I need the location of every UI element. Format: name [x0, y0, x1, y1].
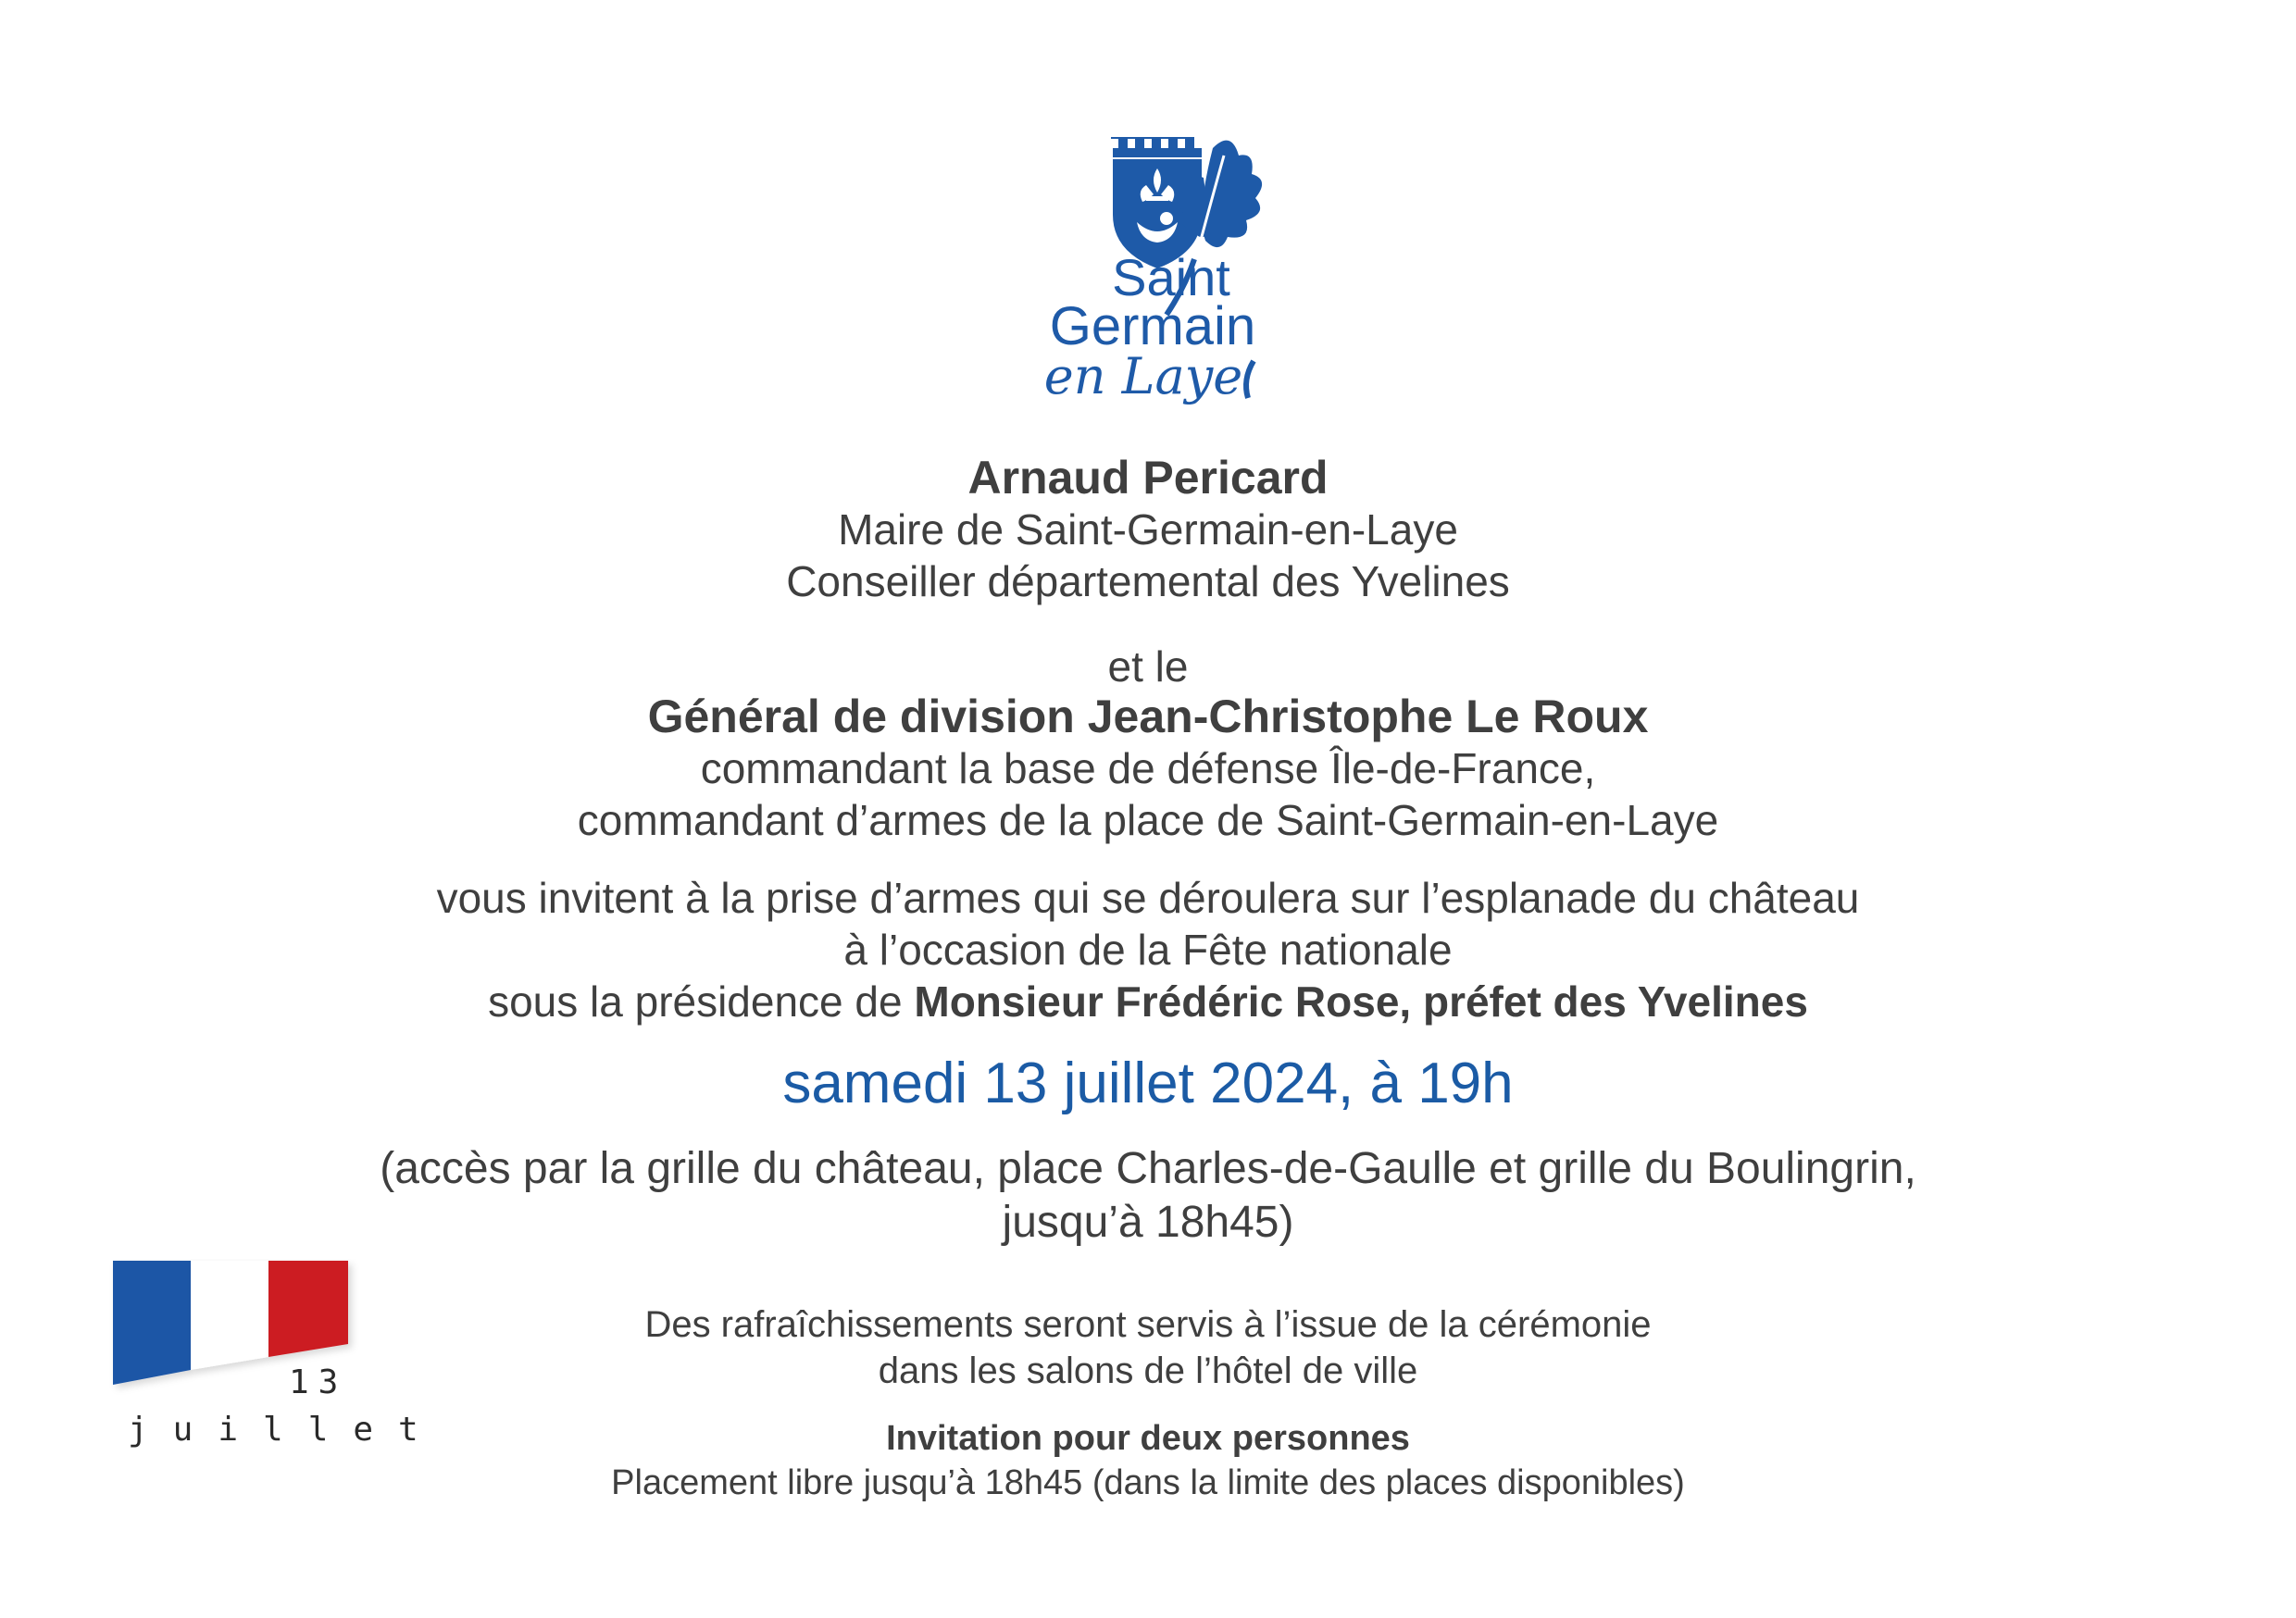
- invitation-line3: [0, 976, 2296, 1027]
- access-block: [0, 1142, 2296, 1250]
- host1-title1: Maire de Saint-Germain-en-Laye: [838, 505, 1458, 554]
- host1-name: Arnaud Pericard: [967, 452, 1329, 504]
- footer-title: Invitation pour deux personnes: [886, 1419, 1410, 1458]
- refreshments-line1: Des rafraîchissements seront servis à l’issue de la cérémonie: [644, 1304, 1652, 1345]
- host2-name: Général de division Jean-Christophe Le Roux: [647, 691, 1649, 742]
- logo-wordmark: [1000, 248, 1305, 405]
- invitation-block: [0, 872, 2296, 1027]
- logo-line-germain: Germain: [1049, 296, 1256, 356]
- host2-title1: commandant la base de défense Île-de-France,: [700, 744, 1596, 792]
- host2-block: [0, 691, 2296, 846]
- invitation-line3-bold: Monsieur Frédéric Rose, préfet des Yvelines: [914, 977, 1808, 1026]
- invitation-line3-prefix: sous la présidence de: [488, 977, 915, 1026]
- logo-line-en-laye: en Laye: [1043, 347, 1243, 405]
- flag-number: 13: [289, 1363, 348, 1401]
- access-line1: (accès par la grille du château, place Charles-de-Gaulle et grille du Boulingrin,: [380, 1144, 1916, 1193]
- refreshments-line2: dans les salons de l’hôtel de ville: [878, 1350, 1418, 1391]
- event-date: samedi 13 juillet 2024, à 19h: [782, 1052, 1514, 1115]
- host2-title2: commandant d’armes de la place de Saint-Germain-en-Laye: [577, 796, 1719, 844]
- invitation-line1: vous invitent à la prise d’armes qui se déroulera sur l’esplanade du château: [436, 874, 1860, 922]
- connector-text: et le: [1107, 642, 1189, 691]
- invitation-line2: à l’occasion de la Fête nationale: [843, 926, 1453, 974]
- access-line2: jusqu’à 18h45): [1002, 1198, 1294, 1247]
- flag-word: juillet: [128, 1411, 443, 1449]
- logo-line-saint: Saint: [1112, 248, 1230, 306]
- host1-block: [0, 452, 2296, 607]
- footer-note: Placement libre jusqu’à 18h45 (dans la limite des places disponibles): [611, 1463, 1685, 1502]
- host1-title2: Conseiller départemental des Yvelines: [786, 557, 1510, 605]
